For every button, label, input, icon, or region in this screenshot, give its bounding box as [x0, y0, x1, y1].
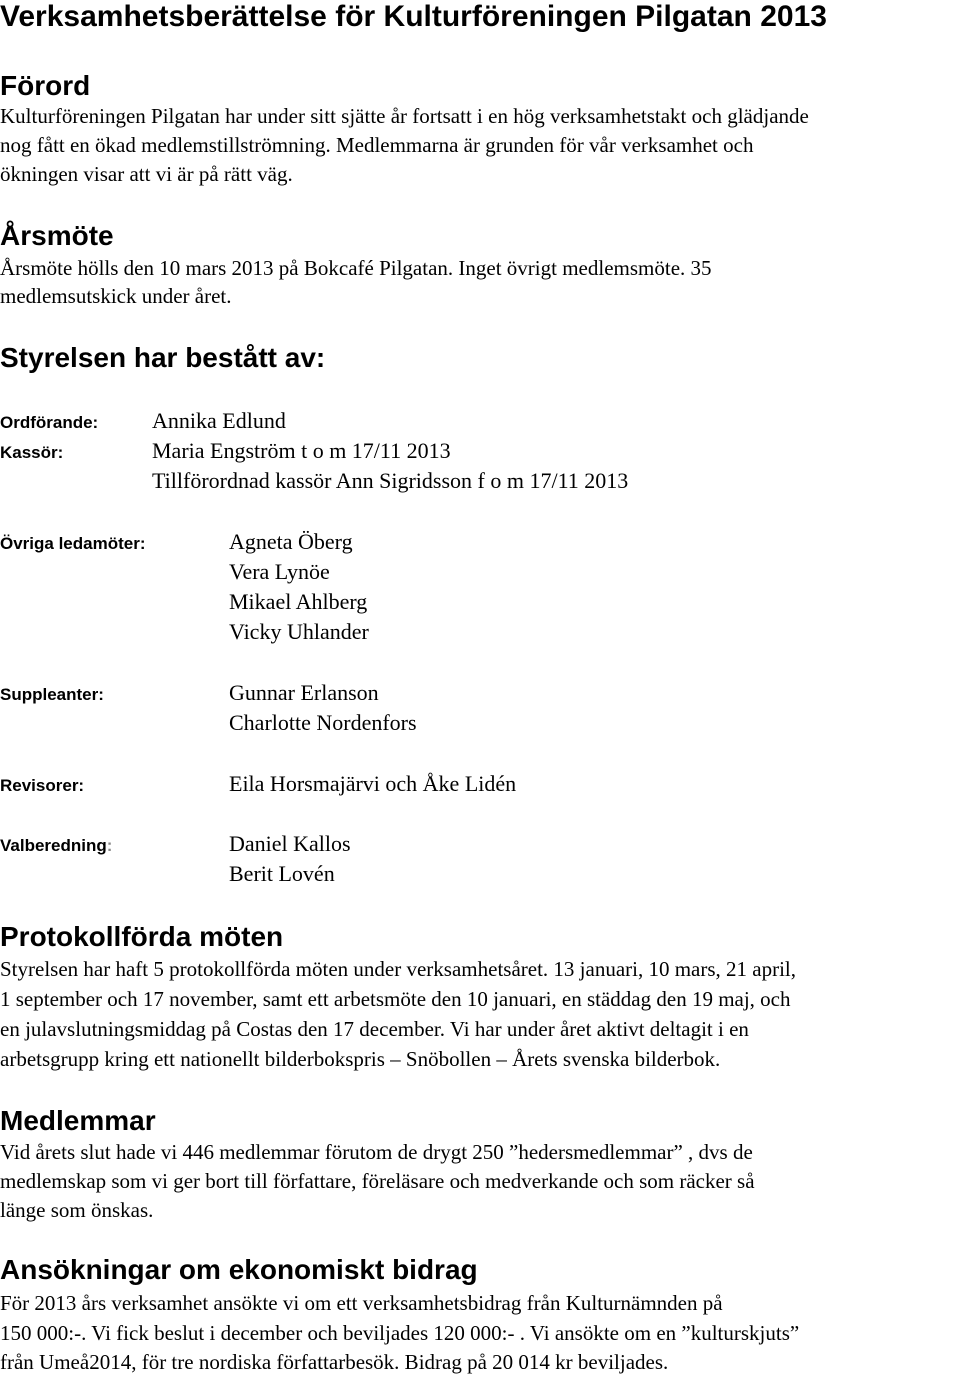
value-valberedning: Daniel Kallos [229, 831, 351, 856]
label-valberedning-colon: : [106, 836, 113, 855]
document-title: Verksamhetsberättelse för Kulturföreningen Pilgatan 2013 [0, 0, 827, 33]
value-kassor: Maria Engström t o m 17/11 2013 [152, 438, 451, 463]
label-ovriga-ledamoter: Övriga ledamöter: [0, 534, 146, 553]
value-revisorer: Eila Horsmajärvi och Åke Lidén [229, 771, 517, 796]
value-ledamot: Agneta Öberg [229, 529, 353, 554]
label-suppleanter: Suppleanter: [0, 685, 104, 704]
section-heading-protokoll: Protokollförda möten [0, 921, 284, 952]
paragraph-line: För 2013 års verksamhet ansökte vi om ett verksamhetsbidrag från Kulturnämnden på [0, 1291, 723, 1315]
label-ordforande: Ordförande: [0, 413, 99, 432]
paragraph-line: arbetsgrupp kring ett nationellt bilderbokspris – Snöbollen – Årets svenska bilderbok. [0, 1047, 721, 1071]
paragraph-line: Kulturföreningen Pilgatan har under sitt sjätte år fortsatt i en hög verksamhetstakt och glädjande [0, 104, 809, 128]
paragraph-line: Årsmöte hölls den 10 mars 2013 på Bokcafé Pilgatan. Inget övrigt medlemsmöte. 35 [0, 256, 712, 280]
paragraph-line: ökningen visar att vi är på rätt väg. [0, 162, 293, 186]
paragraph-line: 1 september och 17 november, samt ett arbetsmöte den 10 januari, en städdag den 19 maj, och [0, 987, 791, 1011]
section-heading-forord: Förord [0, 70, 91, 101]
paragraph-line: Vid årets slut hade vi 446 medlemmar förutom de drygt 250 ”hedersmedlemmar” , dvs de [0, 1140, 753, 1164]
label-valberedning [0, 836, 112, 856]
paragraph-line: nog fått en ökad medlemstillströmning. Medlemmarna är grunden för vår verksamhet och [0, 133, 754, 157]
section-heading-arsmote: Årsmöte [0, 220, 114, 251]
paragraph-line: medlemskap som vi ger bort till författare, föreläsare och medverkande och som räcker så [0, 1169, 755, 1193]
label-valberedning-text: Valberedning [0, 836, 107, 855]
value-ledamot: Vera Lynöe [229, 559, 330, 584]
paragraph-line: en julavslutningsmiddag på Costas den 17 december. Vi har under året aktivt deltagit i en [0, 1017, 749, 1041]
paragraph-line: medlemsutskick under året. [0, 284, 232, 308]
label-kassor: Kassör: [0, 443, 64, 462]
section-heading-ansokningar: Ansökningar om ekonomiskt bidrag [0, 1254, 478, 1285]
value-ordforande: Annika Edlund [152, 408, 286, 433]
paragraph-line: från Umeå2014, för tre nordiska författarbesök. Bidrag på 20 014 kr beviljades. [0, 1350, 669, 1374]
paragraph-line: Styrelsen har haft 5 protokollförda möten under verksamhetsåret. 13 januari, 10 mars, 21 april, [0, 957, 797, 981]
value-suppleant: Charlotte Nordenfors [229, 710, 417, 735]
section-heading-medlemmar: Medlemmar [0, 1105, 156, 1136]
value-kassor-tillforordnad: Tillförordnad kassör Ann Sigridsson f o m 17/11 2013 [152, 468, 629, 493]
section-heading-styrelsen: Styrelsen har bestått av: [0, 342, 326, 373]
value-ledamot: Mikael Ahlberg [229, 589, 368, 614]
value-ledamot: Vicky Uhlander [229, 619, 369, 644]
value-suppleant: Gunnar Erlanson [229, 680, 379, 705]
value-valberedning: Berit Lovén [229, 861, 335, 886]
label-revisorer: Revisorer: [0, 776, 85, 795]
paragraph-line: länge som önskas. [0, 1198, 154, 1222]
paragraph-line: 150 000:-. Vi fick beslut i december och beviljades 120 000:- . Vi ansökte om en ”kulturskjuts” [0, 1321, 800, 1345]
